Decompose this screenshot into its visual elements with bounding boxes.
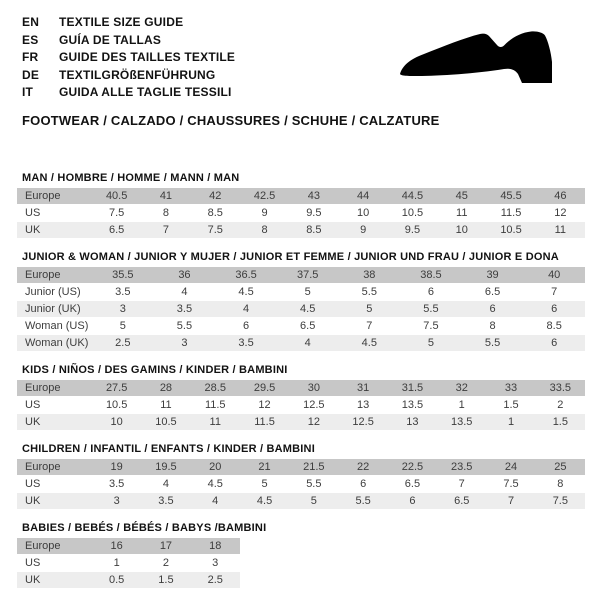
size-table-section bbox=[17, 172, 600, 239]
table-cell: 11 bbox=[437, 204, 486, 221]
table-row bbox=[17, 267, 585, 284]
table-cell: 6 bbox=[462, 300, 524, 317]
table-cell: 5 bbox=[277, 283, 339, 300]
table-cell: 6 bbox=[388, 492, 437, 509]
section-title: CHILDREN / INFANTIL / ENFANTS / KINDER / BAMBINI bbox=[22, 442, 315, 455]
table-cell: 21.5 bbox=[289, 459, 338, 476]
row-label: UK bbox=[17, 413, 92, 430]
table-cell: 7 bbox=[523, 283, 585, 300]
table-cell: 5.5 bbox=[400, 300, 462, 317]
table-cell: 5.5 bbox=[462, 334, 524, 351]
table-cell: 44 bbox=[338, 188, 387, 205]
table-cell: 28 bbox=[141, 380, 190, 397]
table-cell: 11 bbox=[191, 413, 240, 430]
language-code: DE bbox=[22, 67, 40, 82]
table-cell: 5.5 bbox=[154, 317, 216, 334]
table-cell: 6 bbox=[400, 283, 462, 300]
table-cell: 21 bbox=[240, 459, 289, 476]
table-cell: 1 bbox=[486, 413, 535, 430]
table-cell: 5.5 bbox=[338, 492, 387, 509]
row-label: US bbox=[17, 554, 92, 571]
row-label: Junior (UK) bbox=[17, 300, 92, 317]
table-cell: 7.5 bbox=[191, 221, 240, 238]
table-cell: 10 bbox=[437, 221, 486, 238]
table-cell: 19 bbox=[92, 459, 141, 476]
table-cell: 19.5 bbox=[141, 459, 190, 476]
table-cell: 8 bbox=[240, 221, 289, 238]
table-cell: 12.5 bbox=[289, 396, 338, 413]
table-cell: 6.5 bbox=[388, 475, 437, 492]
table-cell: 9 bbox=[240, 204, 289, 221]
table-cell: 1.5 bbox=[536, 413, 585, 430]
table-cell: 8.5 bbox=[191, 204, 240, 221]
size-table-section bbox=[17, 251, 600, 352]
table-cell: 5.5 bbox=[289, 475, 338, 492]
table-row bbox=[17, 300, 585, 317]
table-row bbox=[17, 492, 585, 509]
table-cell: 37.5 bbox=[277, 267, 339, 284]
table-cell: 12 bbox=[240, 396, 289, 413]
table-cell: 1.5 bbox=[486, 396, 535, 413]
table-cell: 45.5 bbox=[486, 188, 535, 205]
table-cell: 25 bbox=[536, 459, 585, 476]
table-cell: 6 bbox=[215, 317, 277, 334]
table-cell: 23.5 bbox=[437, 459, 486, 476]
table-cell: 4 bbox=[215, 300, 277, 317]
size-table bbox=[17, 188, 585, 239]
table-cell: 2.5 bbox=[191, 571, 240, 588]
table-cell: 1.5 bbox=[141, 571, 190, 588]
table-cell: 36 bbox=[154, 267, 216, 284]
table-cell: 41 bbox=[141, 188, 190, 205]
table-cell: 8.5 bbox=[289, 221, 338, 238]
table-cell: 10 bbox=[92, 413, 141, 430]
row-label: Europe bbox=[17, 538, 92, 555]
table-cell: 11 bbox=[536, 221, 585, 238]
table-cell: 42 bbox=[191, 188, 240, 205]
category-title: FOOTWEAR / CALZADO / CHAUSSURES / SCHUHE / CALZATURE bbox=[22, 112, 440, 128]
table-cell: 2 bbox=[141, 554, 190, 571]
table-cell: 46 bbox=[536, 188, 585, 205]
table-cell: 4 bbox=[154, 283, 216, 300]
table-cell: 12 bbox=[536, 204, 585, 221]
table-cell: 11.5 bbox=[240, 413, 289, 430]
table-row bbox=[17, 475, 585, 492]
table-cell: 31 bbox=[338, 380, 387, 397]
table-row bbox=[17, 188, 585, 205]
row-label: Junior (US) bbox=[17, 283, 92, 300]
row-label: Woman (UK) bbox=[17, 334, 92, 351]
table-cell: 5 bbox=[400, 334, 462, 351]
language-label: GUIDA ALLE TAGLIE TESSILI bbox=[59, 85, 232, 99]
table-cell: 29.5 bbox=[240, 380, 289, 397]
table-cell: 4 bbox=[191, 492, 240, 509]
table-cell: 8.5 bbox=[523, 317, 585, 334]
table-cell: 10.5 bbox=[486, 221, 535, 238]
table-cell: 22.5 bbox=[388, 459, 437, 476]
language-label: GUÍA DE TALLAS bbox=[59, 32, 162, 47]
section-title: MAN / HOMBRE / HOMME / MANN / MAN bbox=[22, 171, 240, 184]
table-cell: 28.5 bbox=[191, 380, 240, 397]
table-cell: 4 bbox=[277, 334, 339, 351]
table-cell: 17 bbox=[141, 538, 190, 555]
table-cell: 11.5 bbox=[191, 396, 240, 413]
table-cell: 3.5 bbox=[154, 300, 216, 317]
language-code: FR bbox=[22, 50, 39, 64]
table-cell: 45 bbox=[437, 188, 486, 205]
table-cell: 13.5 bbox=[388, 396, 437, 413]
table-cell: 7.5 bbox=[92, 204, 141, 221]
table-cell: 5.5 bbox=[339, 283, 401, 300]
row-label: Europe bbox=[17, 188, 92, 205]
table-cell: 40.5 bbox=[92, 188, 141, 205]
table-cell: 44.5 bbox=[388, 188, 437, 205]
table-cell: 6 bbox=[523, 300, 585, 317]
table-cell: 13 bbox=[338, 396, 387, 413]
table-cell: 3.5 bbox=[215, 334, 277, 351]
language-code: ES bbox=[22, 32, 39, 47]
table-cell: 3 bbox=[92, 300, 154, 317]
table-cell: 8 bbox=[141, 204, 190, 221]
row-label: US bbox=[17, 475, 92, 492]
language-label: TEXTILE SIZE GUIDE bbox=[59, 15, 184, 29]
dress-shoe-icon bbox=[394, 26, 580, 96]
table-row bbox=[17, 334, 585, 351]
size-table bbox=[17, 380, 585, 431]
table-cell: 7 bbox=[141, 221, 190, 238]
table-cell: 31.5 bbox=[388, 380, 437, 397]
table-cell: 1 bbox=[92, 554, 141, 571]
table-cell: 6.5 bbox=[92, 221, 141, 238]
table-cell: 5 bbox=[92, 317, 154, 334]
table-cell: 16 bbox=[92, 538, 141, 555]
table-cell: 33.5 bbox=[536, 380, 585, 397]
table-cell: 12 bbox=[289, 413, 338, 430]
table-cell: 9.5 bbox=[289, 204, 338, 221]
size-table bbox=[17, 459, 585, 510]
table-cell: 4.5 bbox=[277, 300, 339, 317]
table-cell: 43 bbox=[289, 188, 338, 205]
row-label: US bbox=[17, 204, 92, 221]
table-cell: 6 bbox=[338, 475, 387, 492]
table-cell: 13.5 bbox=[437, 413, 486, 430]
table-cell: 3 bbox=[154, 334, 216, 351]
table-cell: 33 bbox=[486, 380, 535, 397]
table-cell: 24 bbox=[486, 459, 535, 476]
table-row bbox=[17, 554, 240, 571]
table-cell: 7 bbox=[486, 492, 535, 509]
language-label: GUIDE DES TAILLES TEXTILE bbox=[59, 50, 236, 64]
table-cell: 2 bbox=[536, 396, 585, 413]
table-row bbox=[17, 283, 585, 300]
table-cell: 38.5 bbox=[400, 267, 462, 284]
size-tables-container bbox=[17, 172, 600, 589]
table-cell: 3.5 bbox=[92, 475, 141, 492]
table-cell: 40 bbox=[523, 267, 585, 284]
table-row bbox=[17, 380, 585, 397]
row-label: Europe bbox=[17, 459, 92, 476]
row-label: US bbox=[17, 396, 92, 413]
table-row bbox=[17, 538, 240, 555]
table-cell: 8 bbox=[462, 317, 524, 334]
row-label: UK bbox=[17, 221, 92, 238]
row-label: Woman (US) bbox=[17, 317, 92, 334]
table-cell: 4.5 bbox=[191, 475, 240, 492]
table-row bbox=[17, 204, 585, 221]
size-table bbox=[17, 538, 240, 589]
table-cell: 3 bbox=[191, 554, 240, 571]
table-cell: 3.5 bbox=[92, 283, 154, 300]
table-row bbox=[17, 221, 585, 238]
table-cell: 10.5 bbox=[388, 204, 437, 221]
table-cell: 7.5 bbox=[536, 492, 585, 509]
table-cell: 35.5 bbox=[92, 267, 154, 284]
table-cell: 0.5 bbox=[92, 571, 141, 588]
size-table-section bbox=[17, 364, 600, 431]
table-row bbox=[17, 396, 585, 413]
table-cell: 10 bbox=[338, 204, 387, 221]
row-label: Europe bbox=[17, 380, 92, 397]
table-cell: 32 bbox=[437, 380, 486, 397]
language-code: EN bbox=[22, 15, 40, 29]
table-row bbox=[17, 459, 585, 476]
table-cell: 5 bbox=[339, 300, 401, 317]
table-cell: 4.5 bbox=[215, 283, 277, 300]
table-cell: 18 bbox=[191, 538, 240, 555]
size-table bbox=[17, 267, 585, 352]
table-row bbox=[17, 413, 585, 430]
table-cell: 1 bbox=[437, 396, 486, 413]
row-label: UK bbox=[17, 492, 92, 509]
table-cell: 5 bbox=[289, 492, 338, 509]
table-cell: 38 bbox=[339, 267, 401, 284]
size-table-section bbox=[17, 443, 600, 510]
table-cell: 36.5 bbox=[215, 267, 277, 284]
table-cell: 27.5 bbox=[92, 380, 141, 397]
table-cell: 6 bbox=[523, 334, 585, 351]
table-cell: 2.5 bbox=[92, 334, 154, 351]
table-cell: 9.5 bbox=[388, 221, 437, 238]
table-row bbox=[17, 571, 240, 588]
table-cell: 5 bbox=[240, 475, 289, 492]
table-cell: 3.5 bbox=[141, 492, 190, 509]
row-label: Europe bbox=[17, 267, 92, 284]
table-cell: 7 bbox=[339, 317, 401, 334]
language-label: TEXTILGRÖßENFÜHRUNG bbox=[59, 67, 216, 82]
table-row bbox=[17, 317, 585, 334]
table-cell: 11.5 bbox=[486, 204, 535, 221]
table-cell: 8 bbox=[536, 475, 585, 492]
table-cell: 7.5 bbox=[400, 317, 462, 334]
table-cell: 10.5 bbox=[92, 396, 141, 413]
table-cell: 10.5 bbox=[141, 413, 190, 430]
table-cell: 4.5 bbox=[240, 492, 289, 509]
table-cell: 7.5 bbox=[486, 475, 535, 492]
table-cell: 12.5 bbox=[338, 413, 387, 430]
table-cell: 9 bbox=[338, 221, 387, 238]
table-cell: 39 bbox=[462, 267, 524, 284]
table-cell: 30 bbox=[289, 380, 338, 397]
table-cell: 6.5 bbox=[277, 317, 339, 334]
size-table-section bbox=[17, 522, 600, 589]
table-cell: 4 bbox=[141, 475, 190, 492]
table-cell: 13 bbox=[388, 413, 437, 430]
table-cell: 7 bbox=[437, 475, 486, 492]
table-cell: 3 bbox=[92, 492, 141, 509]
table-cell: 22 bbox=[338, 459, 387, 476]
table-cell: 11 bbox=[141, 396, 190, 413]
row-label: UK bbox=[17, 571, 92, 588]
table-cell: 4.5 bbox=[339, 334, 401, 351]
table-cell: 6.5 bbox=[437, 492, 486, 509]
table-cell: 6.5 bbox=[462, 283, 524, 300]
table-cell: 42.5 bbox=[240, 188, 289, 205]
language-code: IT bbox=[22, 85, 34, 99]
section-title: BABIES / BEBÉS / BÉBÉS / BABYS /BAMBINI bbox=[22, 521, 267, 534]
table-cell: 20 bbox=[191, 459, 240, 476]
section-title: JUNIOR & WOMAN / JUNIOR Y MUJER / JUNIOR ET FEMME / JUNIOR UND FRAU / JUNIOR E DONA bbox=[22, 250, 559, 263]
section-title: KIDS / NIÑOS / DES GAMINS / KINDER / BAMBINI bbox=[22, 363, 288, 376]
